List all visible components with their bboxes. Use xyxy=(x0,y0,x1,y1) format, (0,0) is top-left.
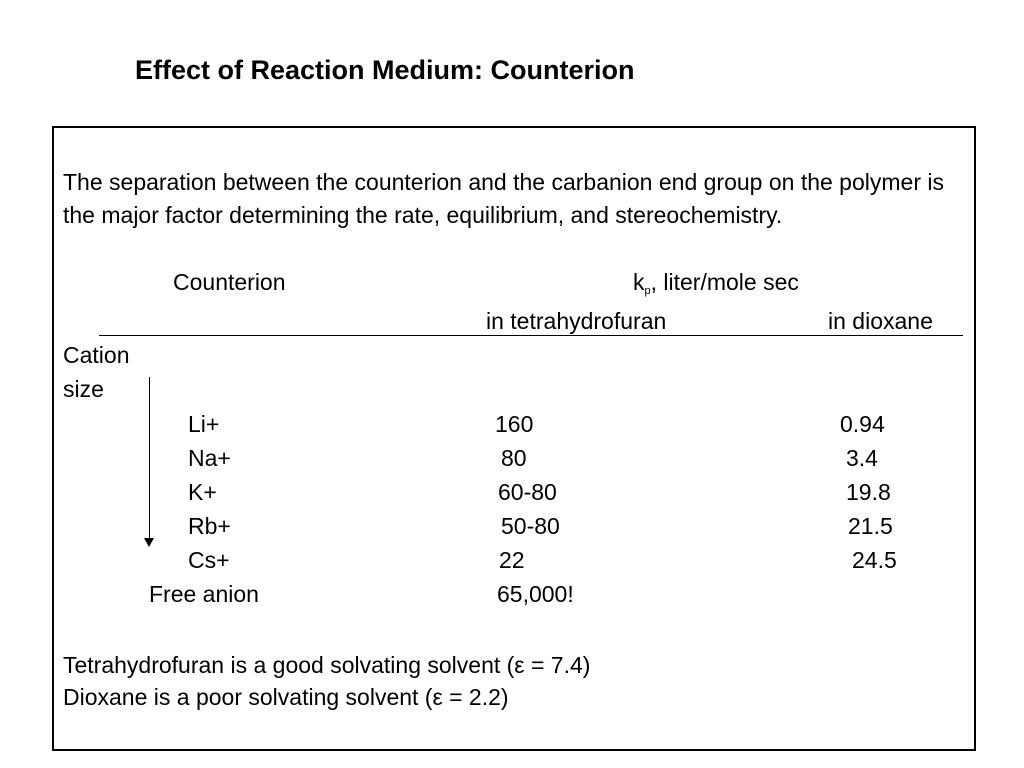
header-thf: in tetrahydrofuran xyxy=(486,308,667,334)
header-rule xyxy=(99,335,963,336)
row-ion: Li+ xyxy=(188,411,220,437)
kp-letter: k xyxy=(633,269,645,295)
free-anion-thf: 65,000! xyxy=(497,581,574,607)
note-dioxane: Dioxane is a poor solvating solvent (ε = 2.2) xyxy=(63,684,509,710)
note-thf: Tetrahydrofuran is a good solvating solvent (ε = 7.4) xyxy=(63,652,591,678)
row-thf: 80 xyxy=(501,445,527,471)
size-label: size xyxy=(63,376,104,402)
header-dioxane: in dioxane xyxy=(828,308,933,334)
row-ion: Na+ xyxy=(188,445,231,471)
header-kp xyxy=(633,266,799,308)
row-ion: Rb+ xyxy=(188,513,231,539)
row-dioxane: 24.5 xyxy=(852,547,897,573)
intro-paragraph: The separation between the counterion and the carbanion end group on the polymer is the major factor determining the rate, equilibrium, and stereochemistry. xyxy=(63,169,944,228)
size-arrow-line xyxy=(149,377,150,539)
down-arrow-icon xyxy=(144,538,154,547)
row-thf: 50-80 xyxy=(501,513,560,539)
free-anion-label: Free anion xyxy=(149,581,259,607)
row-dioxane: 19.8 xyxy=(846,479,891,505)
row-ion: K+ xyxy=(188,479,217,505)
cation-label: Cation xyxy=(63,342,130,368)
kp-subscript: p xyxy=(644,285,651,297)
row-ion: Cs+ xyxy=(188,547,230,573)
row-thf: 160 xyxy=(495,411,534,437)
row-dioxane: 21.5 xyxy=(848,513,893,539)
kp-units: , liter/mole sec xyxy=(650,269,799,295)
row-thf: 60-80 xyxy=(498,479,557,505)
row-dioxane: 3.4 xyxy=(846,445,878,471)
slide-title: Effect of Reaction Medium: Counterion xyxy=(135,55,635,85)
row-dioxane: 0.94 xyxy=(840,411,885,437)
row-thf: 22 xyxy=(499,547,525,573)
header-counterion: Counterion xyxy=(173,269,286,295)
